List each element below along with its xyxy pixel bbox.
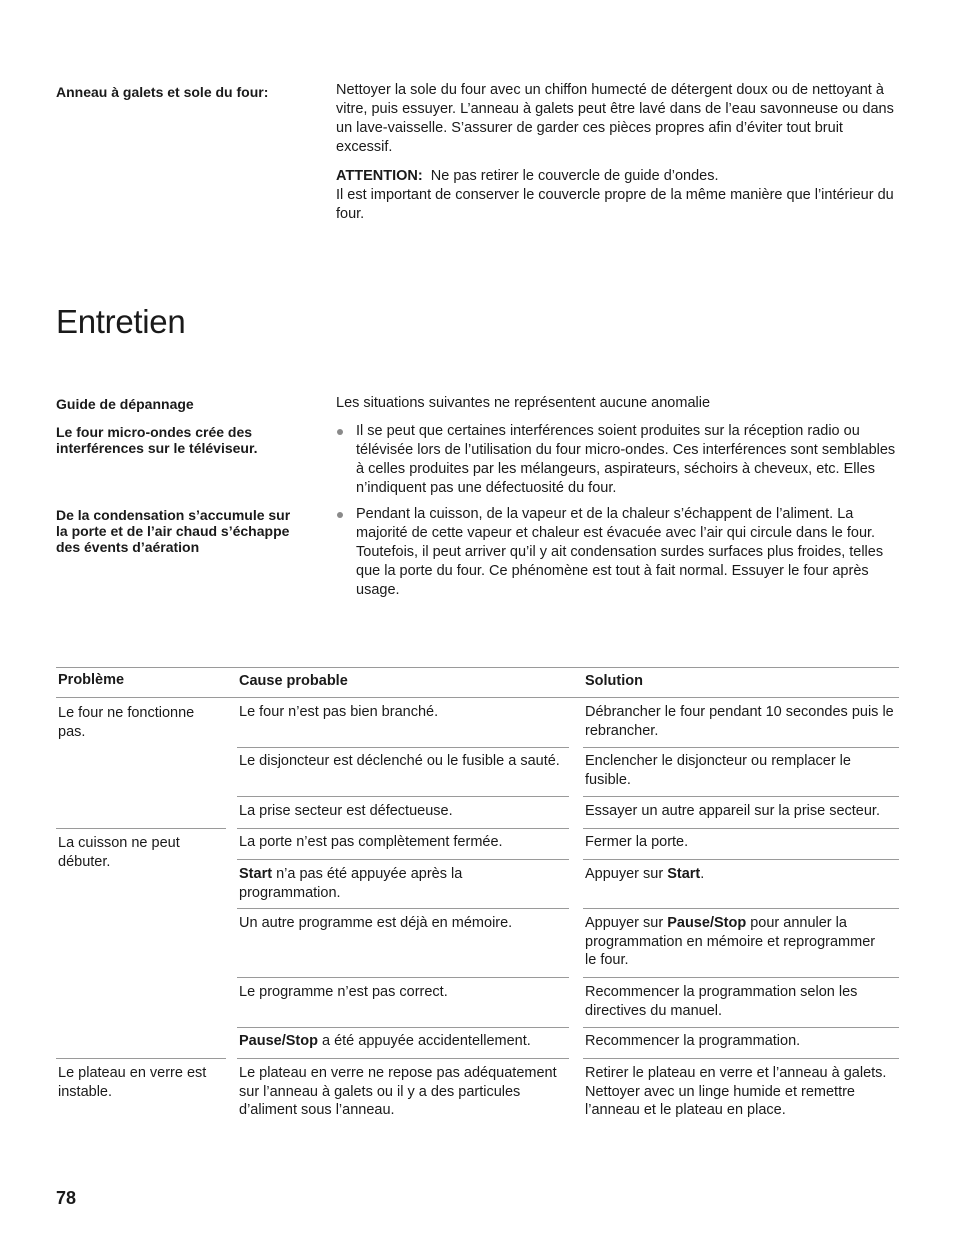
- row-rule: [237, 977, 569, 978]
- solution-pre: Appuyer sur: [585, 915, 668, 931]
- header-solution: Solution: [585, 673, 643, 689]
- cause-cell: Le four n’est pas bien branché.: [239, 704, 439, 720]
- row-rule: [237, 908, 569, 909]
- row-rule: [237, 1027, 569, 1028]
- issue-text-interference: Il se peut que certaines interférences soient produites sur la réception radio ou télévisée lors de l’utilisation du four micro-ondes. Ces interférences sont semblables à celles produites par les mélangeurs, aspirateurs, séchoirs à cheveux, etc. Elles n’indiquent pas une défectuosité du four.: [356, 423, 896, 496]
- row-rule: [583, 859, 899, 860]
- problem-rule: [56, 1058, 226, 1059]
- cause-text: a été appuyée accidentellement.: [317, 1033, 531, 1049]
- solution-text: .: [700, 866, 705, 882]
- row-rule: [583, 828, 899, 829]
- section-title: Entretien: [56, 303, 186, 340]
- row-rule: [237, 747, 569, 748]
- solution-cell: Retirer le plateau en verre et l’anneau à galets. Nettoyer avec un linge humide et remettre l’anneau et le plateau en place.: [585, 1065, 887, 1118]
- solution-keyword: Start: [667, 866, 701, 882]
- row-rule: [583, 796, 899, 797]
- issue-label-condensation: De la condensation s’accumule sur la porte et de l’air chaud s’échappe des évents d’aération: [56, 507, 291, 555]
- solution-cell: [585, 865, 895, 884]
- row-rule: [583, 1027, 899, 1028]
- solution-keyword: Pause/Stop: [667, 915, 747, 931]
- row-rule: [237, 828, 569, 829]
- issue-text-condensation: Pendant la cuisson, de la vapeur et de la chaleur s’échappent de l’aliment. La majorité de cette vapeur et chaleur est évacuée avec l’air qui circule dans le four. Toutefois, il peut arriver qu’il y ait condensation surdes surfaces plus froides, telles que la porte du four. Ce phénomène est tout à fait normal. Essuyer le four après usage.: [356, 506, 884, 598]
- header-problem: Problème: [58, 672, 125, 688]
- cause-cell: Un autre programme est déjà en mémoire.: [239, 915, 513, 931]
- row-rule: [237, 859, 569, 860]
- attention-text: Ne pas retirer le couvercle de guide d’ondes.: [430, 168, 719, 184]
- row-rule: [583, 977, 899, 978]
- cause-text: n’a pas été appuyée après la programmation.: [239, 866, 463, 901]
- solution-cell: Enclencher le disjoncteur ou remplacer le fusible.: [585, 753, 851, 788]
- page-number: 78: [56, 1188, 77, 1208]
- guide-intro: Les situations suivantes ne représentent aucune anomalie: [336, 395, 711, 411]
- cause-keyword: Pause/Stop: [239, 1033, 318, 1049]
- issue-label-interference: Le four micro-ondes crée des interférences sur le téléviseur.: [56, 424, 258, 456]
- guide-label: Guide de dépannage: [56, 396, 194, 412]
- row-rule: [583, 1058, 899, 1059]
- problem-cell: Le plateau en verre est instable.: [58, 1065, 207, 1100]
- cause-cell: Le disjoncteur est déclenché ou le fusible a sauté.: [239, 753, 560, 769]
- bullet-icon: [337, 429, 343, 435]
- maintenance-label: Anneau à galets et sole du four:: [56, 84, 269, 100]
- solution-text: pour annuler la programmation en mémoire et reprogrammer le four.: [585, 915, 876, 968]
- attention-label: ATTENTION:: [336, 168, 423, 184]
- cause-cell: Le programme n’est pas correct.: [239, 984, 448, 1000]
- solution-cell: Fermer la porte.: [585, 834, 689, 850]
- problem-rule: [56, 828, 226, 829]
- cause-cell: [239, 865, 499, 902]
- cause-keyword: Start: [239, 866, 273, 882]
- problem-cell: La cuisson ne peut débuter.: [58, 835, 180, 870]
- row-rule: [583, 747, 899, 748]
- solution-cell: Débrancher le four pendant 10 secondes puis le rebrancher.: [585, 704, 894, 739]
- cause-cell: La prise secteur est défectueuse.: [239, 803, 453, 819]
- table-top-rule: [56, 667, 899, 668]
- solution-cell: Essayer un autre appareil sur la prise secteur.: [585, 803, 880, 819]
- table-header-rule: [56, 697, 899, 698]
- attention-line: [336, 167, 901, 186]
- problem-cell: Le four ne fonctionne pas.: [58, 705, 195, 740]
- header-cause: Cause probable: [239, 673, 348, 689]
- attention-body: Il est important de conserver le couvercle propre de la même manière que l’intérieur du four.: [336, 187, 894, 222]
- solution-cell: Recommencer la programmation.: [585, 1033, 801, 1049]
- row-rule: [237, 796, 569, 797]
- row-rule: [237, 1058, 569, 1059]
- solution-cell: [585, 914, 890, 970]
- cause-cell: La porte n’est pas complètement fermée.: [239, 834, 503, 850]
- row-rule: [583, 908, 899, 909]
- solution-pre: Appuyer sur: [585, 866, 668, 882]
- cause-cell: [239, 1032, 569, 1051]
- maintenance-paragraph: Nettoyer la sole du four avec un chiffon humecté de détergent doux ou de nettoyant à vitre, puis essuyer. L’anneau à galets peut être lavé dans de l’eau savonneuse ou dans un lave-vaisselle. S’assurer de garder ces pièces propres afin d’éviter tout bruit excessif.: [336, 82, 894, 155]
- solution-cell: Recommencer la programmation selon les directives du manuel.: [585, 984, 858, 1019]
- bullet-icon: [337, 512, 343, 518]
- cause-cell: Le plateau en verre ne repose pas adéquatement sur l’anneau à galets ou il y a des particules d’aliment sous l’anneau.: [239, 1065, 557, 1118]
